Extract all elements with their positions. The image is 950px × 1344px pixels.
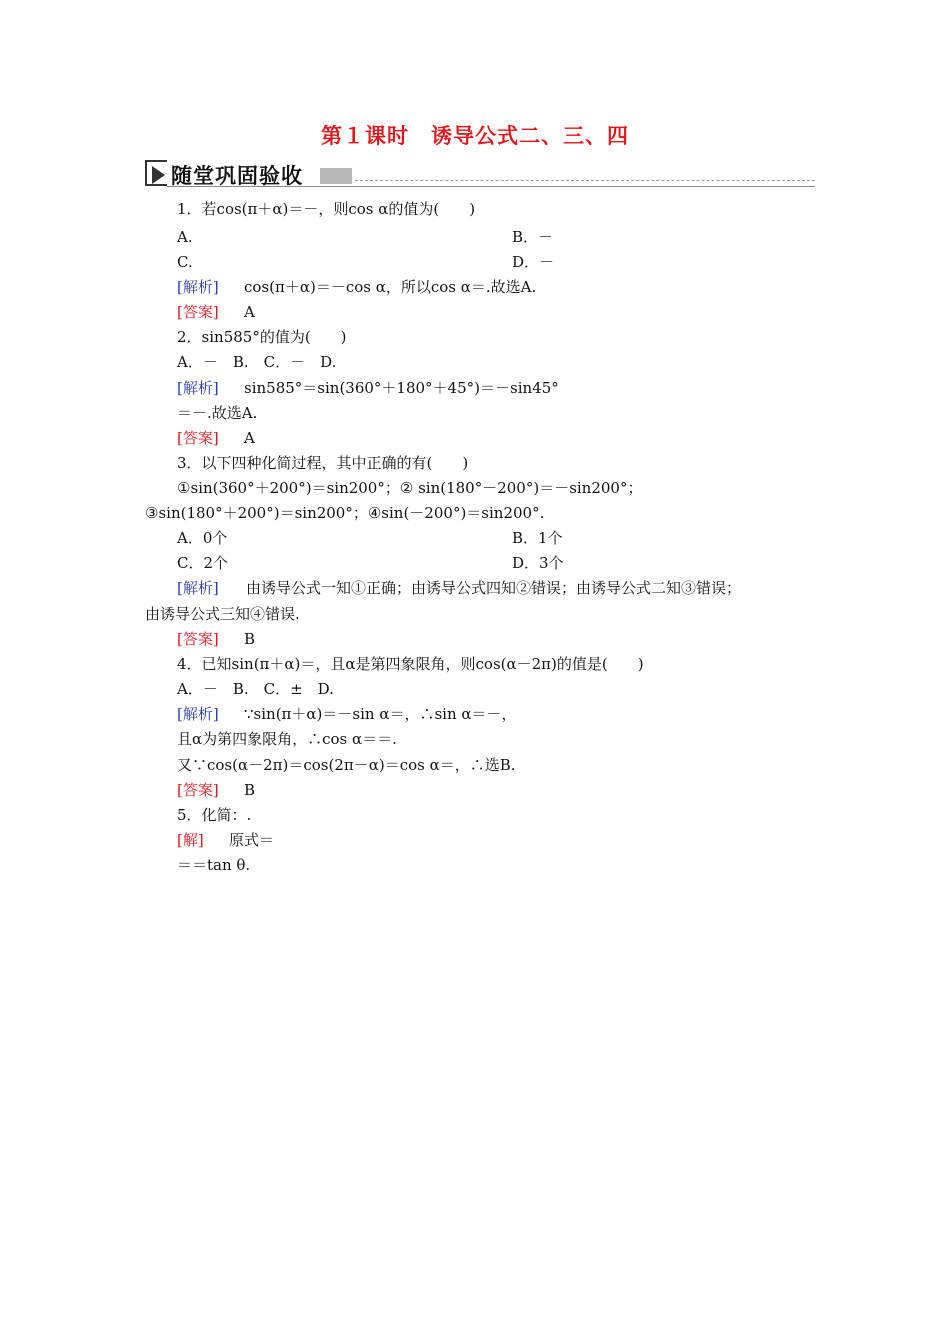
q1-option-c: C. — [177, 253, 193, 271]
q3-answer: B — [244, 630, 256, 648]
q1-answer: A — [244, 303, 255, 321]
q3-answer-tag: [答案] — [177, 630, 219, 648]
q1-option-b: B．－ — [512, 228, 554, 246]
q1-analysis: cos(π＋α)＝－cos α，所以cos α＝.故选A. — [244, 278, 537, 296]
q3-option-b: B．1个 — [512, 529, 563, 547]
q5-solution-line-1: 原式＝ — [229, 831, 275, 849]
q3-option-c: C．2个 — [177, 554, 229, 572]
q3-stem: 3．以下四种化简过程，其中正确的有( ) — [177, 454, 469, 472]
q3-option-d: D．3个 — [512, 554, 564, 572]
q1-option-d: D．－ — [512, 253, 555, 271]
play-arrow-icon — [145, 160, 167, 186]
section-divider — [355, 180, 815, 181]
q4-stem: 4．已知sin(π＋α)＝，且α是第四象限角，则cos(α－2π)的值是( ) — [177, 655, 644, 673]
q3-analysis-line-1: 由诱导公式一知①正确；由诱导公式四知②错误；由诱导公式二知③错误； — [246, 579, 742, 597]
q2-analysis-tag: [解析] — [177, 379, 219, 397]
q4-analysis-line-3: 又∵cos(α－2π)＝cos(2π－α)＝cos α＝，∴选B. — [177, 756, 516, 774]
page-title: 第１课时 诱导公式二、三、四 — [321, 123, 629, 148]
q4-options: A．－ B. C．± D. — [177, 680, 334, 698]
q4-answer-tag: [答案] — [177, 781, 219, 799]
q4-analysis-line-1: ∵sin(π＋α)＝－sin α＝，∴sin α＝－， — [244, 705, 517, 723]
q1-analysis-tag: [解析] — [177, 278, 219, 296]
q1-option-a: A. — [177, 228, 193, 246]
q3-line-2: ③sin(180°＋200°)＝sin200°；④sin(－200°)＝sin200°. — [145, 504, 545, 522]
q4-answer: B — [244, 781, 256, 799]
q2-options: A．－ B. C．－ D. — [177, 353, 337, 371]
q5-solution-tag: [解] — [177, 831, 204, 849]
q3-analysis-tag: [解析] — [177, 579, 219, 597]
q5-stem: 5．化简：. — [177, 806, 252, 824]
q3-line-1: ①sin(360°＋200°)＝sin200°；② sin(180°－200°)＝－sin200°； — [177, 479, 643, 497]
q4-analysis-tag: [解析] — [177, 705, 219, 723]
section-header — [145, 160, 815, 188]
q3-analysis-line-2: 由诱导公式三知④错误. — [145, 605, 300, 623]
q5-solution-line-2: ＝＝tan θ. — [177, 856, 251, 874]
section-decoration — [320, 168, 352, 184]
q4-analysis-line-2: 且α为第四象限角，∴cos α＝＝. — [177, 730, 397, 748]
q2-answer-tag: [答案] — [177, 429, 219, 447]
q3-option-a: A．0个 — [177, 529, 228, 547]
q2-answer: A — [244, 429, 255, 447]
section-label: 随堂巩固验收 — [171, 164, 303, 188]
q1-answer-tag: [答案] — [177, 303, 219, 321]
q2-analysis-line-1: sin585°＝sin(360°＋180°＋45°)＝－sin45° — [244, 379, 559, 397]
section-underline — [167, 186, 815, 187]
q2-analysis-line-2: ＝－.故选A. — [177, 404, 258, 422]
q1-stem: 1．若cos(π＋α)＝－，则cos α的值为( ) — [177, 200, 476, 218]
q2-stem: 2．sin585°的值为( ) — [177, 328, 347, 346]
